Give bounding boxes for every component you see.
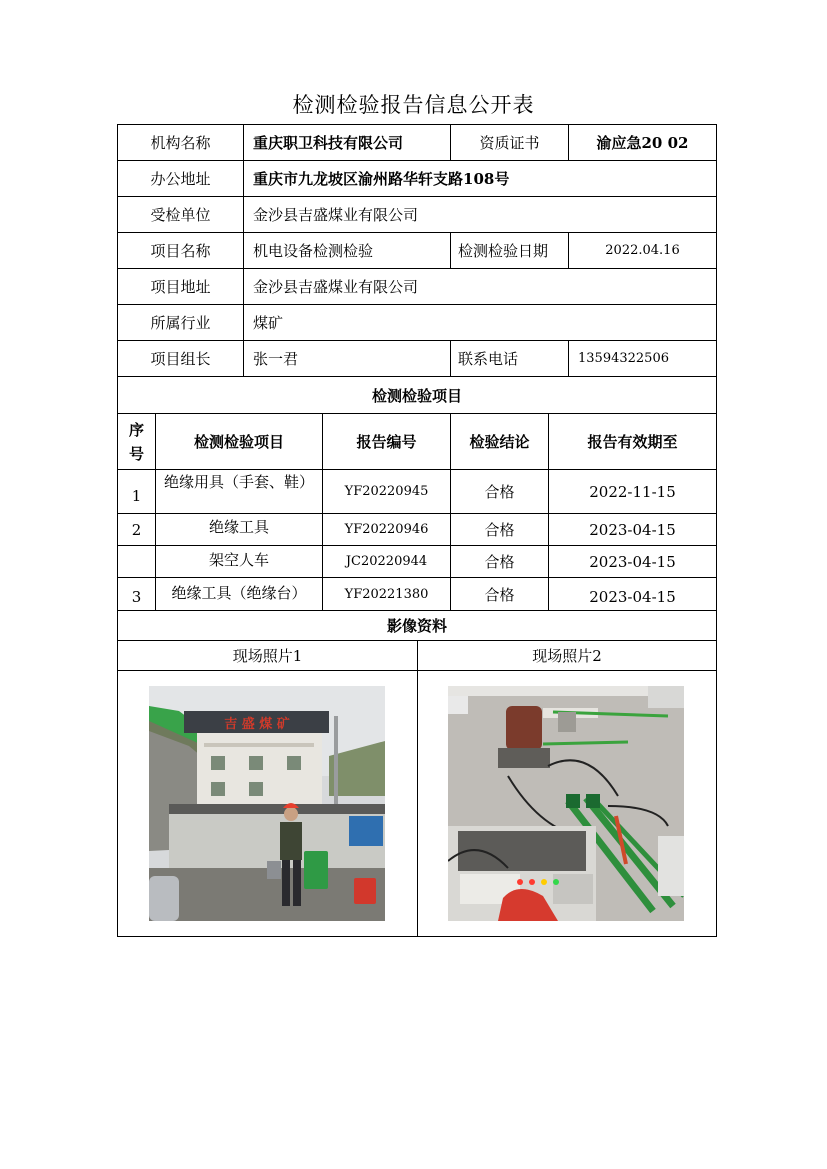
phone-value: 13594322506 [568,340,717,377]
row4-item: 绝缘工具（绝缘台） [155,577,323,611]
col-header-item: 检测检验项目 [155,413,323,470]
org-label: 机构名称 [117,124,244,161]
site-photo-1 [149,686,385,921]
date-value: 2022.04.16 [568,232,717,269]
client-value: 金沙县吉盛煤业有限公司 [243,196,717,233]
row2-item: 绝缘工具 [155,513,323,546]
proj-value: 机电设备检测检验 [243,232,451,269]
col-header-valid: 报告有效期至 [548,413,717,470]
row3-report: JC20220944 [322,545,451,578]
row1-result: 合格 [450,469,549,514]
client-label: 受检单位 [117,196,244,233]
row1-valid: 2022-11-15 [548,469,717,514]
proj-addr-value: 金沙县吉盛煤业有限公司 [243,268,717,305]
row2-no: 2 [117,513,156,546]
items-section-title: 检测检验项目 [117,376,717,414]
industry-value: 煤矿 [243,304,717,341]
addr-label: 办公地址 [117,160,244,197]
phone-label: 联系电话 [450,340,569,377]
row2-valid: 2023-04-15 [548,513,717,546]
row4-valid: 2023-04-15 [548,577,717,611]
row3-no [117,545,156,578]
org-value: 重庆职卫科技有限公司 [243,124,451,161]
cert-label: 资质证书 [450,124,569,161]
row3-result: 合格 [450,545,549,578]
row1-item: 绝缘用具（手套、鞋） [155,469,323,514]
row2-report: YF20220946 [322,513,451,546]
addr-value: 重庆市九龙坡区渝州路华轩支路108号 [243,160,717,197]
photo2-label: 现场照片2 [417,640,717,671]
row2-result: 合格 [450,513,549,546]
row4-no: 3 [117,577,156,611]
row3-valid: 2023-04-15 [548,545,717,578]
mine-sign-text: 吉 盛 煤 矿 [224,717,290,732]
col-header-no: 序号 [117,413,156,470]
proj-addr-label: 项目地址 [117,268,244,305]
col-header-result: 检验结论 [450,413,549,470]
row4-result: 合格 [450,577,549,611]
col-header-report: 报告编号 [322,413,451,470]
info-table [117,124,717,937]
row3-item: 架空人车 [155,545,323,578]
photo1-label: 现场照片1 [117,640,418,671]
industry-label: 所属行业 [117,304,244,341]
site-photo-2 [448,686,684,921]
images-section-title: 影像资料 [117,610,717,641]
page-title: 检测检验报告信息公开表 [292,93,535,117]
row4-report: YF20221380 [322,577,451,611]
cert-value: 渝应急20 02 [568,124,717,161]
proj-label: 项目名称 [117,232,244,269]
row1-no: 1 [117,469,156,514]
row1-report: YF20220945 [322,469,451,514]
leader-value: 张一君 [243,340,451,377]
leader-label: 项目组长 [117,340,244,377]
date-label: 检测检验日期 [450,232,569,269]
